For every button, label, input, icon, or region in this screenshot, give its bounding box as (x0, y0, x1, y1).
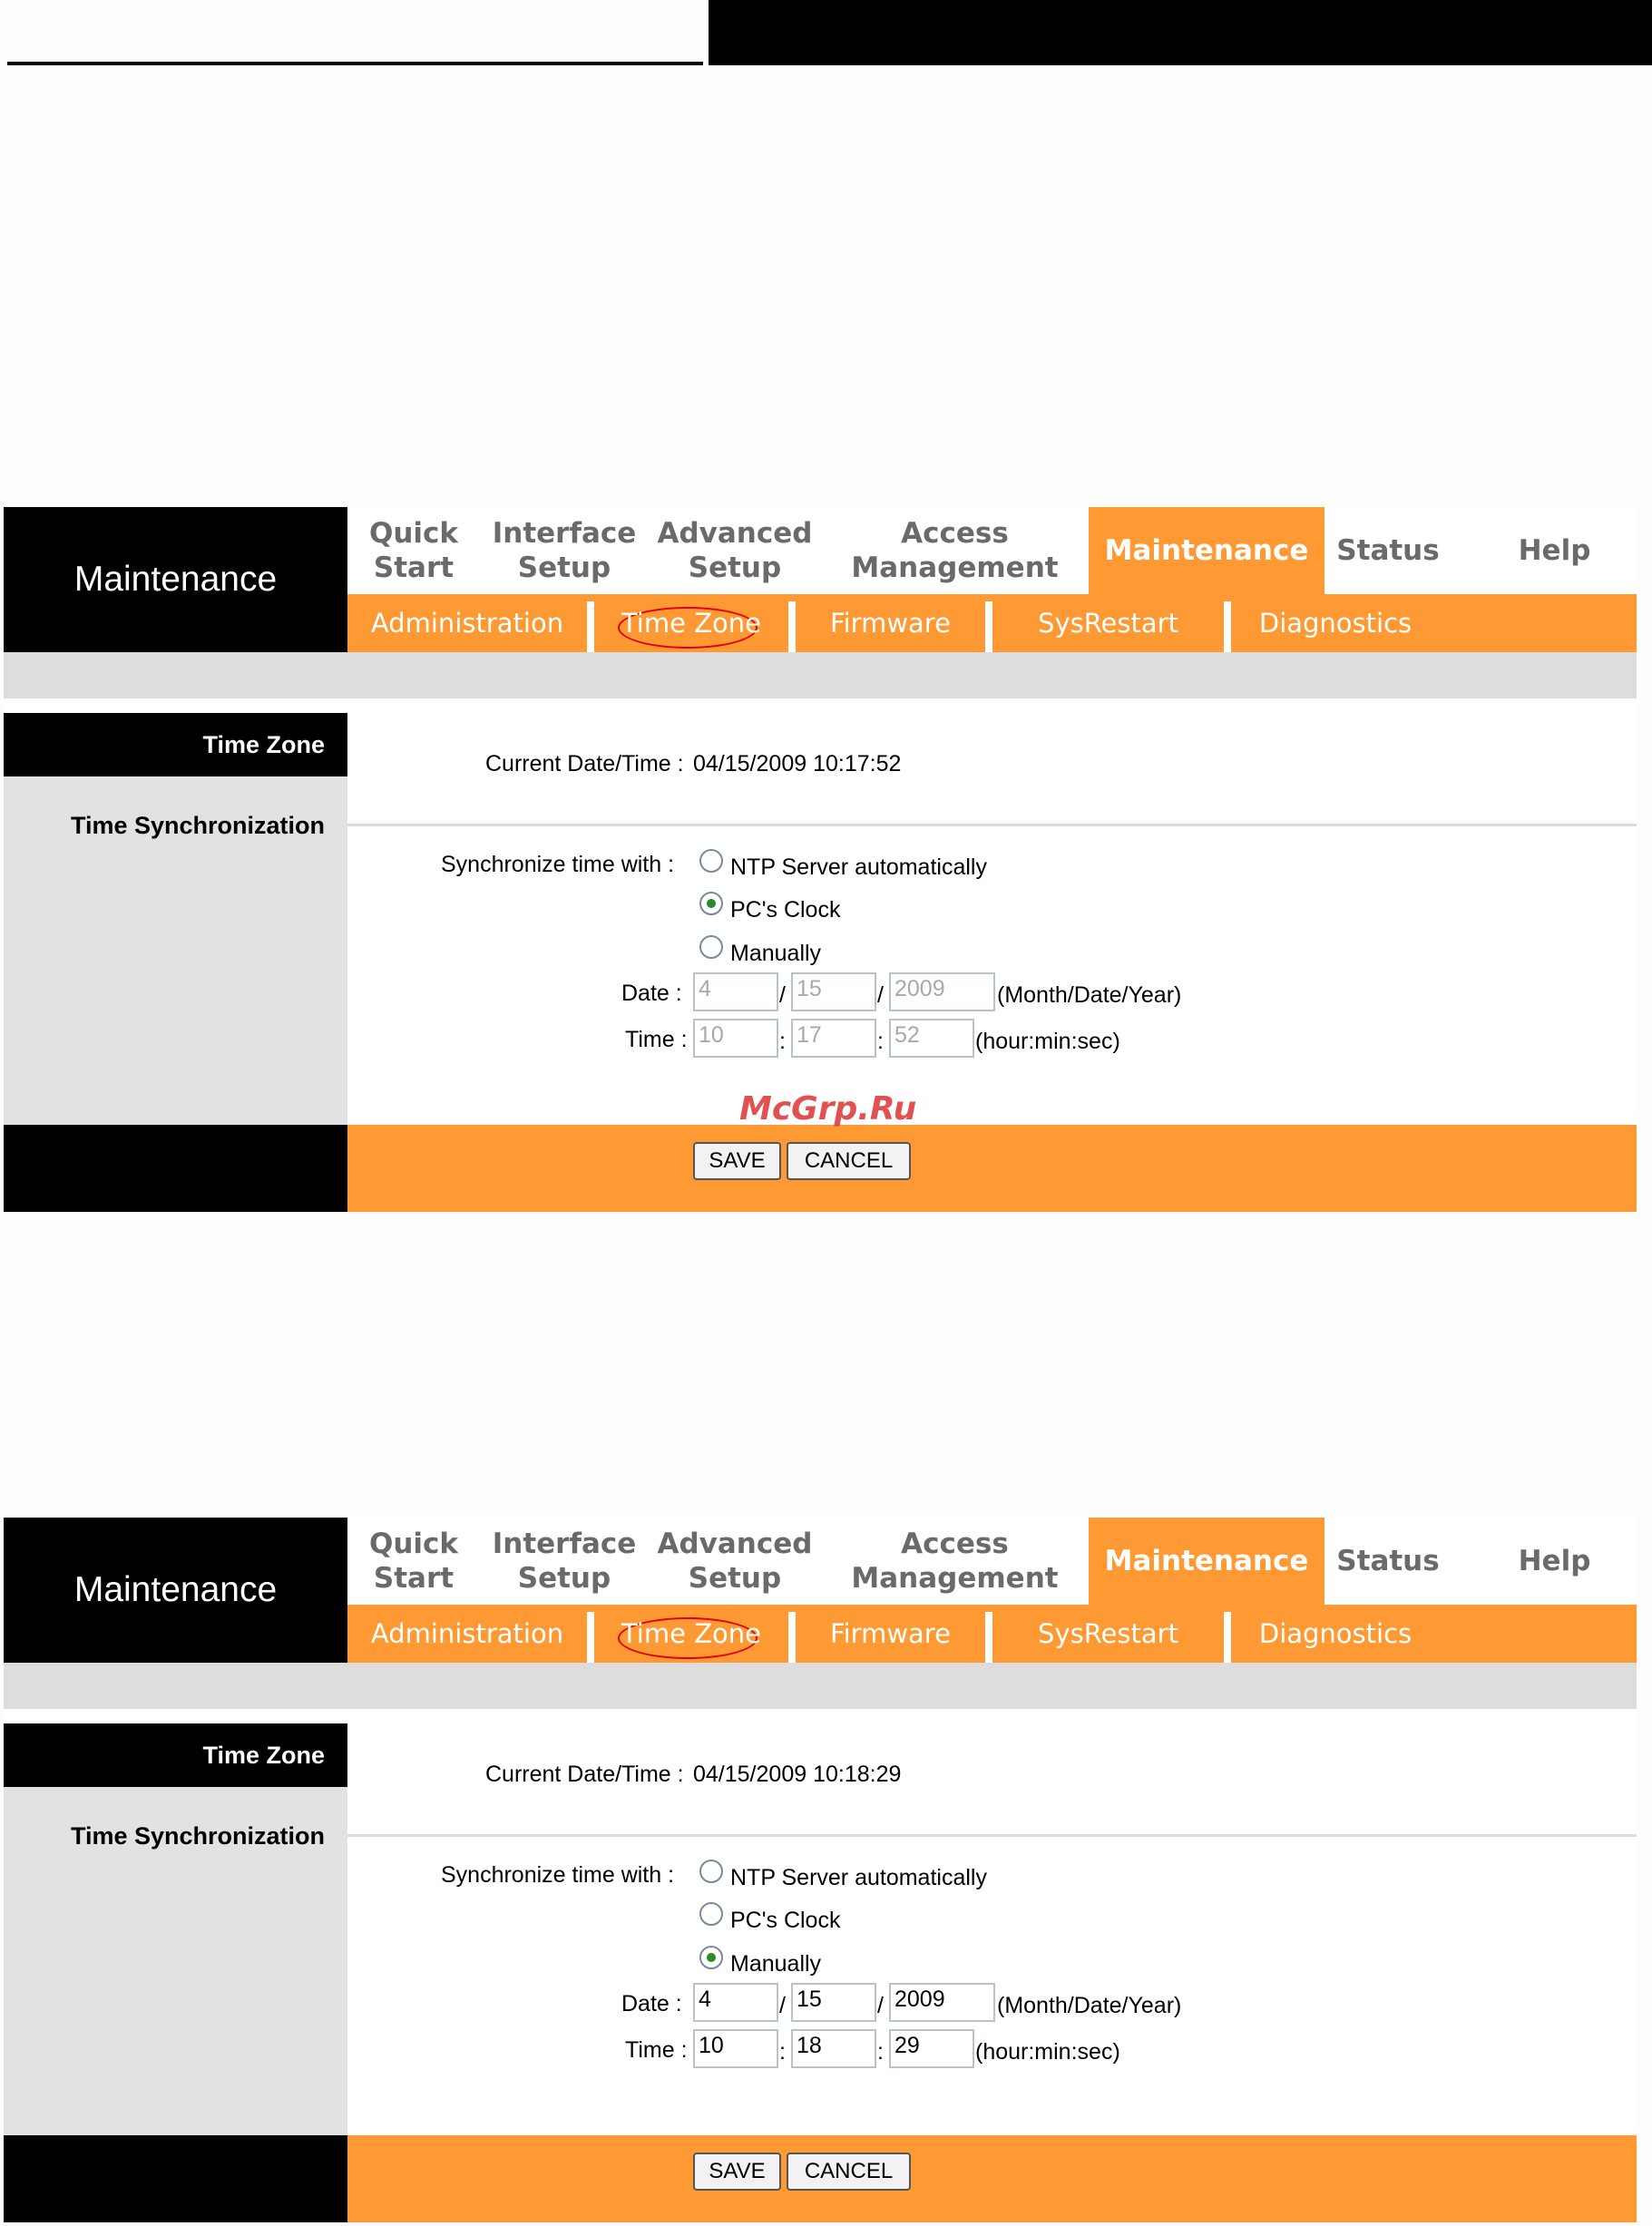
subnav-separator (1224, 1612, 1231, 1663)
spacer (4, 1709, 1637, 1723)
time-format-hint: (hour:min:sec) (975, 2039, 1120, 2065)
date-day-input[interactable]: 15 (791, 972, 876, 1011)
footer-left (4, 2135, 347, 2222)
date-separator: / (779, 1993, 786, 2018)
time-hour-input[interactable]: 10 (693, 2029, 778, 2068)
subnav-administration[interactable]: Administration (370, 608, 564, 639)
current-datetime-label: Current Date/Time : (485, 751, 684, 776)
subnav-separator (788, 1612, 796, 1663)
nav-access-management[interactable]: Access Management (851, 517, 1059, 584)
top-nav (347, 1518, 1637, 1605)
date-separator: / (779, 982, 786, 1008)
footer-bar (347, 1125, 1637, 1212)
date-separator: / (877, 1993, 884, 2018)
radio-pc-clock-label: PC's Clock (730, 1908, 841, 1933)
nav-quick-start[interactable]: Quick Start (368, 517, 459, 584)
time-sec-input[interactable]: 52 (889, 1019, 974, 1058)
sync-with-label: Synchronize time with : (441, 852, 675, 877)
content-divider (347, 1834, 1637, 1837)
content-area (347, 1723, 1637, 2135)
save-button[interactable]: SAVE (693, 1142, 781, 1180)
radio-manually-label: Manually (730, 1951, 822, 1977)
gray-strip (4, 652, 1637, 698)
nav-quick-start[interactable]: Quick Start (368, 1528, 459, 1595)
nav-advanced-setup[interactable]: Advanced Setup (657, 1528, 813, 1595)
date-year-input[interactable]: 2009 (889, 1983, 995, 2022)
current-datetime-label: Current Date/Time : (485, 1762, 684, 1787)
subnav-separator (587, 1612, 594, 1663)
date-format-hint: (Month/Date/Year) (997, 1993, 1182, 2018)
date-format-hint: (Month/Date/Year) (997, 982, 1182, 1008)
nav-interface-setup[interactable]: Interface Setup (492, 1528, 637, 1595)
cancel-button[interactable]: CANCEL (787, 1142, 911, 1180)
subnav-firmware[interactable]: Firmware (830, 1618, 951, 1649)
cancel-button[interactable]: CANCEL (787, 2153, 911, 2191)
nav-status[interactable]: Status (1336, 1545, 1440, 1577)
radio-ntp-label: NTP Server automatically (730, 854, 987, 880)
nav-advanced-setup[interactable]: Advanced Setup (657, 517, 813, 584)
date-label: Date : (621, 1991, 682, 2016)
subnav-sysrestart[interactable]: SysRestart (1038, 608, 1178, 639)
nav-maintenance[interactable]: Maintenance (1089, 507, 1325, 594)
nav-access-management[interactable]: Access Management (851, 1528, 1059, 1595)
sub-nav (347, 594, 1637, 652)
nav-help[interactable]: Help (1518, 534, 1591, 567)
date-month-input[interactable]: 4 (693, 1983, 778, 2022)
subnav-time-zone[interactable]: Time Zone (621, 1618, 762, 1649)
time-label: Time : (625, 1027, 688, 1052)
radio-manually[interactable] (699, 1946, 723, 1969)
time-min-input[interactable]: 17 (791, 1019, 876, 1058)
nav-maintenance[interactable]: Maintenance (1089, 1518, 1325, 1605)
radio-ntp[interactable] (699, 1860, 723, 1883)
nav-help[interactable]: Help (1518, 1545, 1591, 1577)
section-sync-label: Time Synchronization (70, 1822, 325, 1850)
subnav-sysrestart[interactable]: SysRestart (1038, 1618, 1178, 1649)
nav-status[interactable]: Status (1336, 534, 1440, 567)
date-year-input[interactable]: 2009 (889, 972, 995, 1011)
subnav-time-zone[interactable]: Time Zone (621, 608, 762, 639)
nav-interface-setup[interactable]: Interface Setup (492, 517, 637, 584)
date-day-input[interactable]: 15 (791, 1983, 876, 2022)
save-button[interactable]: SAVE (693, 2153, 781, 2191)
router-maintenance-panel-2 (4, 1518, 1637, 2222)
time-label: Time : (625, 2037, 688, 2063)
time-hour-input[interactable]: 10 (693, 1019, 778, 1058)
document-header-line (7, 0, 703, 65)
time-format-hint: (hour:min:sec) (975, 1029, 1120, 1054)
footer-left (4, 1125, 347, 1212)
time-separator: : (877, 1029, 884, 1054)
section-title: Time Zone (4, 713, 347, 776)
subnav-administration[interactable]: Administration (370, 1618, 564, 1649)
subnav-separator (985, 1612, 992, 1663)
subnav-diagnostics[interactable]: Diagnostics (1258, 1618, 1413, 1649)
subnav-diagnostics[interactable]: Diagnostics (1258, 608, 1413, 639)
content-area (347, 713, 1637, 1125)
time-min-input[interactable]: 18 (791, 2029, 876, 2068)
subnav-separator (1224, 601, 1231, 652)
radio-manually-label: Manually (730, 941, 822, 966)
footer-bar (347, 2135, 1637, 2222)
radio-pc-clock[interactable] (699, 1902, 723, 1926)
current-datetime-value: 04/15/2009 10:17:52 (693, 751, 902, 776)
subnav-separator (985, 601, 992, 652)
date-month-input[interactable]: 4 (693, 972, 778, 1011)
time-sec-input[interactable]: 29 (889, 2029, 974, 2068)
time-separator: : (779, 2039, 786, 2065)
watermark-text: McGrp.Ru (739, 1090, 917, 1128)
radio-pc-clock[interactable] (699, 892, 723, 915)
subnav-firmware[interactable]: Firmware (830, 608, 951, 639)
sub-nav (347, 1605, 1637, 1663)
time-separator: : (877, 2039, 884, 2065)
gray-strip (4, 1663, 1637, 1709)
subnav-separator (587, 601, 594, 652)
radio-pc-clock-label: PC's Clock (730, 897, 841, 923)
radio-ntp-label: NTP Server automatically (730, 1865, 987, 1890)
section-sync-label: Time Synchronization (70, 812, 325, 839)
subnav-separator (788, 601, 796, 652)
section-title: Time Zone (4, 1723, 347, 1787)
content-divider (347, 824, 1637, 826)
current-datetime-value: 04/15/2009 10:18:29 (693, 1762, 902, 1787)
date-separator: / (877, 982, 884, 1008)
date-label: Date : (621, 981, 682, 1006)
radio-ntp[interactable] (699, 849, 723, 873)
document-header-bar (709, 0, 1652, 65)
brand-title: Maintenance (4, 507, 347, 652)
spacer (4, 698, 1637, 713)
time-separator: : (779, 1029, 786, 1054)
brand-title: Maintenance (4, 1518, 347, 1663)
top-nav (347, 507, 1637, 594)
radio-manually[interactable] (699, 935, 723, 959)
sync-with-label: Synchronize time with : (441, 1862, 675, 1888)
